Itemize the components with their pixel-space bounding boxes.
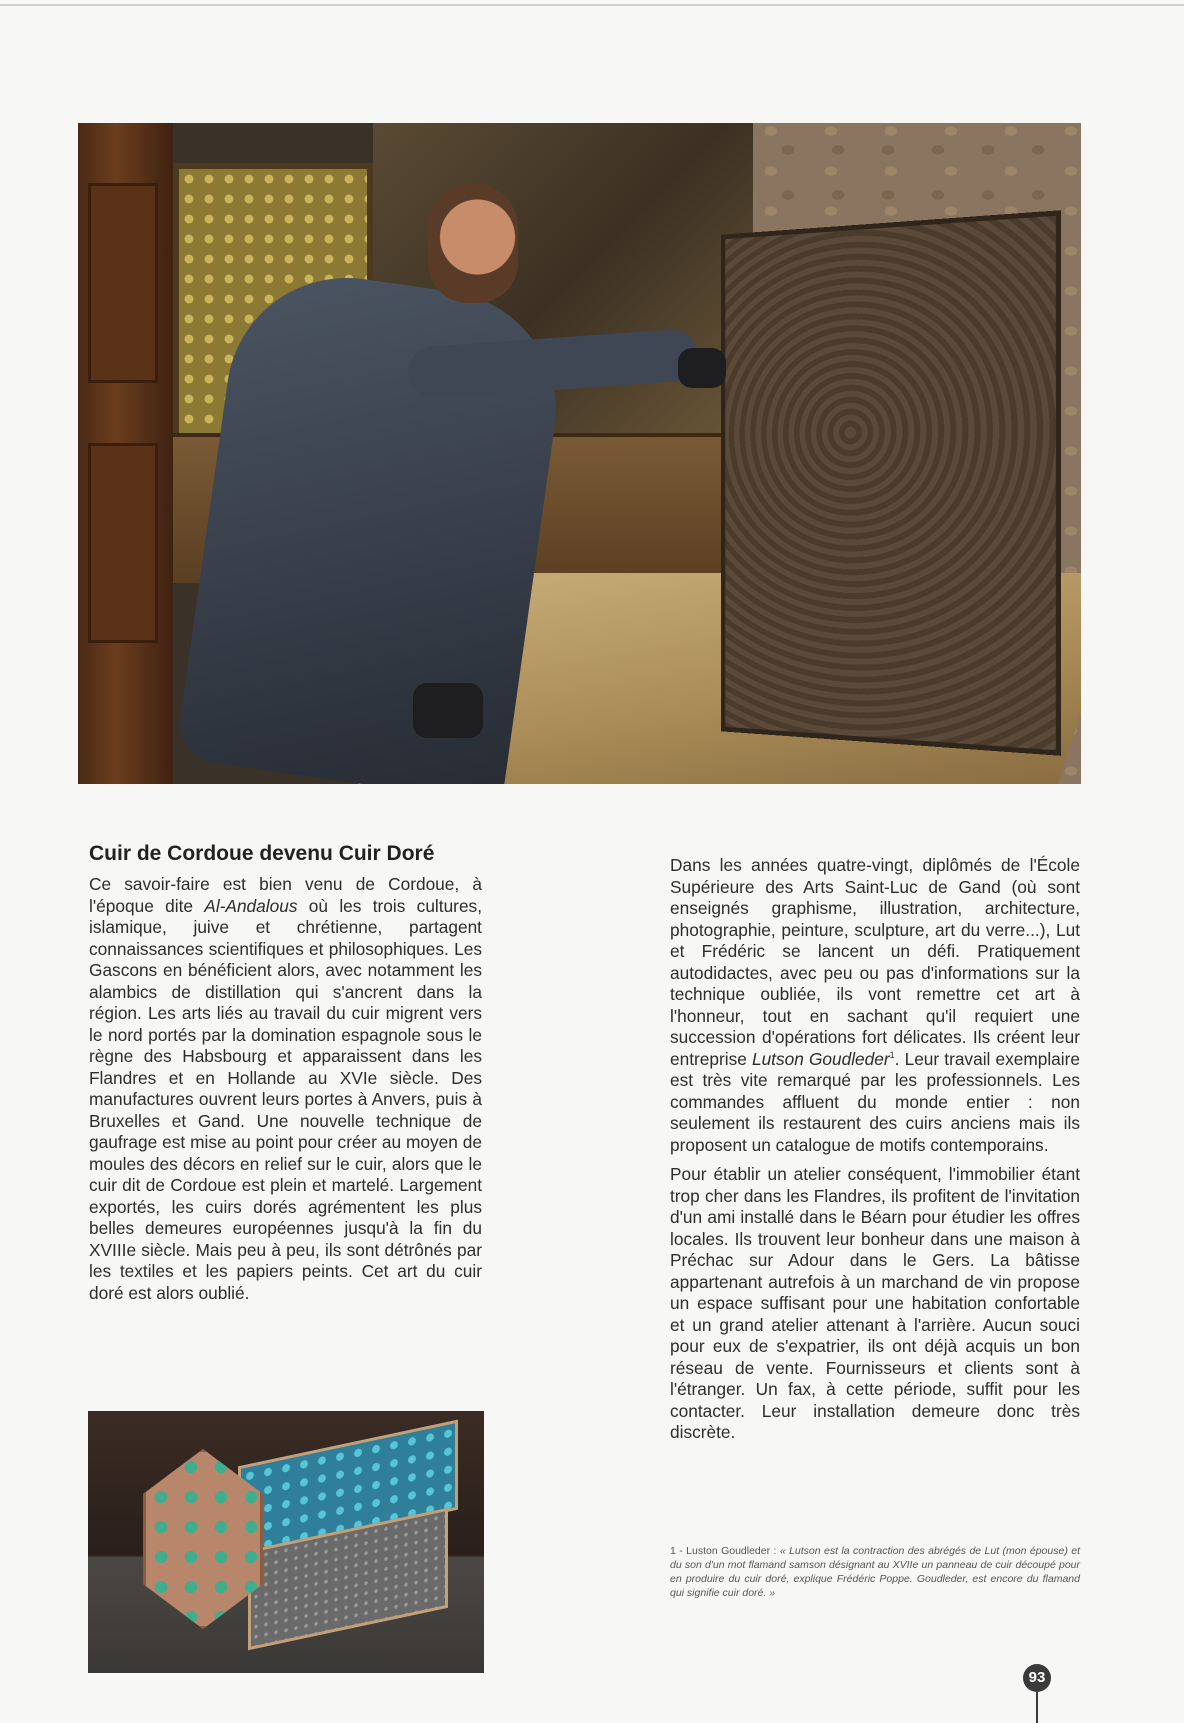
footnote-text: « Lutson est la contraction des abrégés de Lut (mon épouse) et du son d'un mot flamand samson désignant au XVIIe un panneau de cuir découpé pour en produire du cuir doré, explique Frédéric Poppe. Goudleder, est encore du flamand qui signifie cuir doré. » (670, 1545, 1080, 1599)
page-number-line (1036, 1692, 1038, 1723)
photo-glove (678, 348, 726, 388)
emphasis-text: Al-Andalous (204, 895, 298, 916)
right-column (670, 855, 1080, 1444)
footnote (670, 1544, 1080, 1600)
page-number: 93 (1023, 1664, 1051, 1692)
door-panel (88, 443, 158, 643)
text-run: où les trois cultures, islamique, juive et chrétienne, partagent connaissances scientifiques et philosophiques. Les Gascons en bénéficient alors, avec notamment les alambics de distillation qui s'ancrent dans la région. Les arts liés au travail du cuir migrent vers le nord portés par la domination espagnole sous le règne des Habsbourg et apparaissent dans les Flandres et en Hollande au XVIe siècle. Des manufactures ouvrent leurs portes à Anvers, puis à Bruxelles et Gand. Une nouvelle technique de gaufrage est mise au point pour créer au moyen de moules des décors en relief sur le cuir, alors que le cuir dit de Cordoue est plein et martelé. Largement exportés, les cuirs dorés agrémentent les plus belles demeures européennes jusqu'à la fin du XVIIIe siècle. Mais peu à peu, ils sont détrônés par les textiles et les papiers peints. Cet art du cuir doré est alors oublié. (89, 895, 482, 1303)
right-paragraph-1 (670, 855, 1080, 1156)
photo-person-head (428, 183, 518, 303)
footnote-marker: 1 (889, 1049, 895, 1060)
photo-decorated-box (88, 1411, 484, 1673)
text-run: Dans les années quatre-vingt, diplômés de l'École Supérieure des Arts Saint-Luc de Gand (où sont enseignés graphisme, illustration, architecture, photographie, peinture, sculpture, art du verre...), Lut et Frédéric se lancent un défi. Pratiquement autodidactes, avec peu ou pas d'informations sur la technique oubliée, ils vont remettre cet art à l'honneur, tout en sachant qu'il requiert une succession d'opérations fort délicates. Ils créent leur entreprise (670, 855, 1080, 1069)
left-column (89, 874, 482, 1304)
right-paragraph-2: Pour établir un atelier conséquent, l'immobilier étant trop cher dans les Flandres, ils profitent de l'invitation d'un ami installé dans le Béarn pour étudier les offres locales. Ils trouvent leur bonheur dans une maison à Préchac sur Adour dans le Gers. La bâtisse appartenant autrefois à un marchand de vin propose un espace suffisant pour une habitation confortable et un grand atelier attenant à l'arrière. Aucun souci pour eux de s'expatrier, ils ont déjà acquis un bon réseau de vente. Fournisseurs et clients sont à l'étranger. Un fax, à cette période, suffit pour les contacter. Leur installation demeure donc très discrète. (670, 1164, 1080, 1442)
text-run: . Leur travail exemplaire est très vite remarqué par les professionnels. Les commandes affluent du monde entier : non seulement ils restaurent des cuirs anciens mais ils proposent un catalogue de motifs contemporains. (670, 1048, 1080, 1155)
text-run: Ce savoir-faire est bien venu de Cordoue, à l'époque dite (89, 874, 482, 916)
section-heading: Cuir de Cordoue devenu Cuir Doré (89, 842, 435, 865)
top-rule (0, 4, 1184, 6)
main-photo-craftsman (78, 123, 1081, 784)
footnote-prefix: 1 - Luston Goudleder : (670, 1545, 780, 1557)
photo-glove (413, 683, 483, 738)
left-paragraph (89, 874, 482, 1304)
photo-door (78, 123, 173, 784)
photo-embossed-leather-panel (721, 210, 1061, 756)
door-panel (88, 183, 158, 383)
emphasis-text: Lutson Goudleder (751, 1048, 890, 1069)
